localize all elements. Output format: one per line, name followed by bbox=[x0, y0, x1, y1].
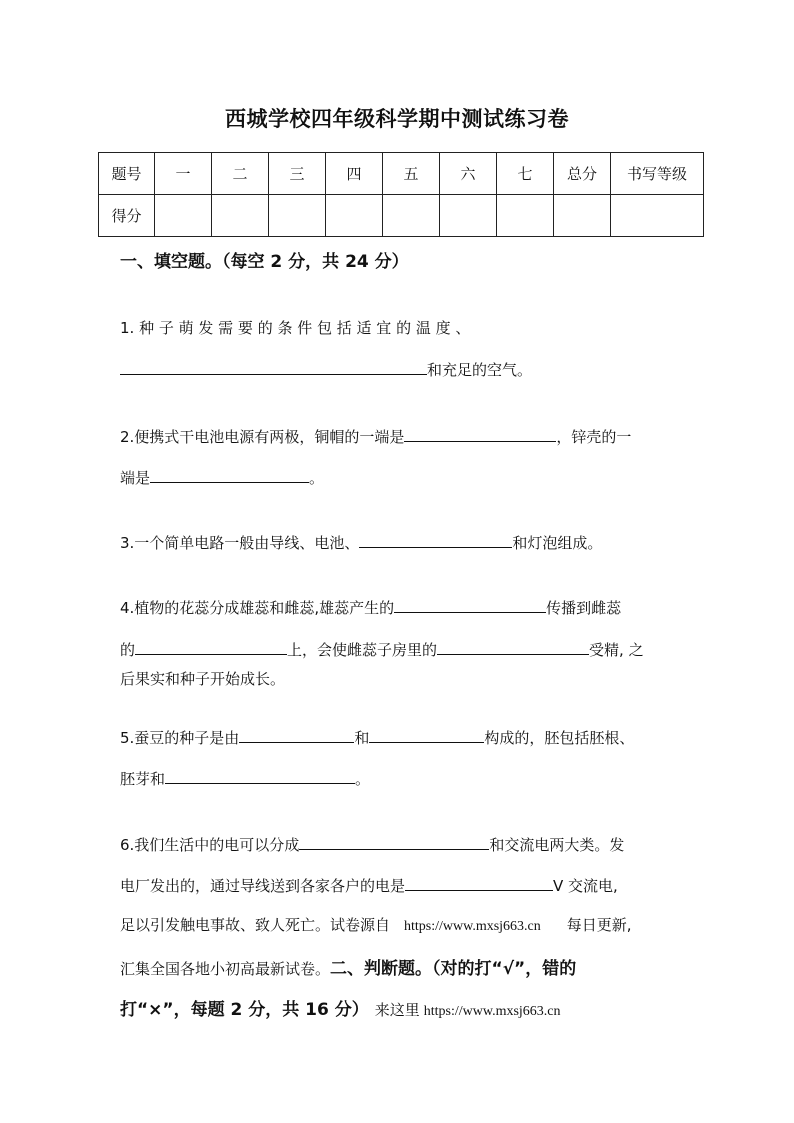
answer-blank[interactable] bbox=[135, 638, 287, 655]
answer-blank[interactable] bbox=[120, 358, 427, 375]
table-header-cell: 二 bbox=[212, 153, 269, 195]
question-5-line-2 bbox=[120, 767, 370, 789]
question-6-text-b: 和交流电两大类。发 bbox=[489, 836, 625, 854]
score-cell bbox=[269, 195, 326, 237]
question-3-text-b: 和灯泡组成。 bbox=[512, 534, 603, 552]
table-header-cell: 题号 bbox=[99, 153, 155, 195]
table-header-cell: 六 bbox=[440, 153, 497, 195]
question-1-after: 和充足的空气。 bbox=[427, 361, 533, 379]
question-4-text-e: 受精, 之 bbox=[589, 641, 644, 659]
score-cell bbox=[383, 195, 440, 237]
table-header-cell: 总分 bbox=[554, 153, 611, 195]
question-4-line-1 bbox=[120, 596, 621, 618]
page-title: 西城学校四年级科学期中测试练习卷 bbox=[225, 107, 569, 131]
answer-blank[interactable] bbox=[405, 874, 553, 891]
score-row-label: 得分 bbox=[99, 195, 155, 237]
score-cell bbox=[611, 195, 704, 237]
question-5-text-c: 构成的，胚包括胚根、 bbox=[484, 729, 635, 747]
answer-blank[interactable] bbox=[394, 596, 546, 613]
question-6-line-5 bbox=[120, 995, 561, 1020]
question-4-text-a: 4.植物的花蕊分成雄蕊和雌蕊,雄蕊产生的 bbox=[120, 599, 395, 617]
answer-blank[interactable] bbox=[359, 531, 512, 548]
question-6-text-g: 汇集全国各地小初高最新试卷。 bbox=[120, 960, 331, 978]
question-5-text-b: 和 bbox=[354, 729, 370, 747]
question-2-text-a: 2.便携式干电池电源有两极，铜帽的一端是 bbox=[120, 428, 405, 446]
answer-blank[interactable] bbox=[150, 466, 309, 483]
table-header-cell: 五 bbox=[383, 153, 440, 195]
answer-blank[interactable] bbox=[404, 425, 556, 442]
answer-blank[interactable] bbox=[299, 833, 489, 850]
score-cell bbox=[497, 195, 554, 237]
question-5-text-e: 。 bbox=[355, 770, 371, 788]
question-5-text-a: 5.蚕豆的种子是由 bbox=[120, 729, 240, 747]
section-heading-fill-blank: 一、填空题。（每空 2 分，共 24 分） bbox=[120, 252, 409, 272]
question-2-line-2 bbox=[120, 466, 324, 488]
question-3-line bbox=[120, 531, 602, 553]
question-1-line-2 bbox=[120, 358, 532, 380]
question-4-text-b: 传播到雌蕊 bbox=[546, 599, 622, 617]
question-4-line-3 bbox=[120, 668, 285, 689]
question-6-text-e: 足以引发触电事故、致人死亡。试卷源自 bbox=[120, 916, 391, 934]
table-header-cell: 四 bbox=[326, 153, 383, 195]
question-1-text: 1. 种 子 萌 发 需 要 的 条 件 包 括 适 宜 的 温 度 、 bbox=[120, 319, 471, 337]
table-header-cell: 三 bbox=[269, 153, 326, 195]
question-4-text-d: 上，会使雌蕊子房里的 bbox=[287, 641, 438, 659]
score-table-header-row bbox=[99, 153, 704, 195]
answer-blank[interactable] bbox=[437, 638, 589, 655]
question-2-text-b: ，锌壳的一 bbox=[556, 428, 632, 446]
question-6-line-3 bbox=[120, 914, 632, 935]
question-4-text-c: 的 bbox=[120, 641, 136, 659]
question-1-line-1 bbox=[120, 317, 675, 338]
question-5-text-d: 胚芽和 bbox=[120, 770, 166, 788]
watermark-url-link[interactable]: https://www.mxsj663.cn bbox=[423, 1004, 561, 1019]
source-url-link[interactable]: https://www.mxsj663.cn bbox=[404, 919, 541, 934]
table-header-cell: 书写等级 bbox=[611, 153, 704, 195]
table-header-cell: 一 bbox=[155, 153, 212, 195]
question-6-line-1 bbox=[120, 833, 624, 855]
section-heading-true-false: 二、判断题。（对的打“√”，错的 bbox=[330, 959, 577, 979]
question-6-text-c: 电厂发出的，通过导线送到各家各户的电是 bbox=[120, 877, 406, 895]
score-cell bbox=[155, 195, 212, 237]
question-6-text-a: 6.我们生活中的电可以分成 bbox=[120, 836, 300, 854]
score-table bbox=[98, 152, 704, 237]
score-table-score-row bbox=[99, 195, 704, 237]
question-6-text-f: 每日更新, bbox=[566, 916, 632, 934]
score-cell bbox=[326, 195, 383, 237]
question-6-text-d: V 交流电, bbox=[553, 877, 618, 895]
question-3-text-a: 3.一个简单电路一般由导线、电池、 bbox=[120, 534, 360, 552]
score-cell bbox=[554, 195, 611, 237]
question-2-line-1 bbox=[120, 425, 631, 447]
answer-blank[interactable] bbox=[239, 726, 354, 743]
table-header-cell: 七 bbox=[497, 153, 554, 195]
score-cell bbox=[212, 195, 269, 237]
question-5-line-1 bbox=[120, 726, 634, 748]
question-6-line-2 bbox=[120, 874, 618, 896]
question-4-line-2 bbox=[120, 638, 644, 660]
answer-blank[interactable] bbox=[369, 726, 484, 743]
score-cell bbox=[440, 195, 497, 237]
question-2-text-c: 端是 bbox=[120, 469, 151, 487]
question-4-text-f: 后果实和种子开始成长。 bbox=[120, 670, 286, 688]
question-6-line-4 bbox=[120, 954, 576, 979]
question-2-text-d: 。 bbox=[309, 469, 325, 487]
section-heading-true-false-cont: 打“×”，每题 2 分，共 16 分） bbox=[120, 1000, 369, 1020]
answer-blank[interactable] bbox=[165, 767, 355, 784]
watermark-text: 来这里 bbox=[374, 1001, 420, 1019]
